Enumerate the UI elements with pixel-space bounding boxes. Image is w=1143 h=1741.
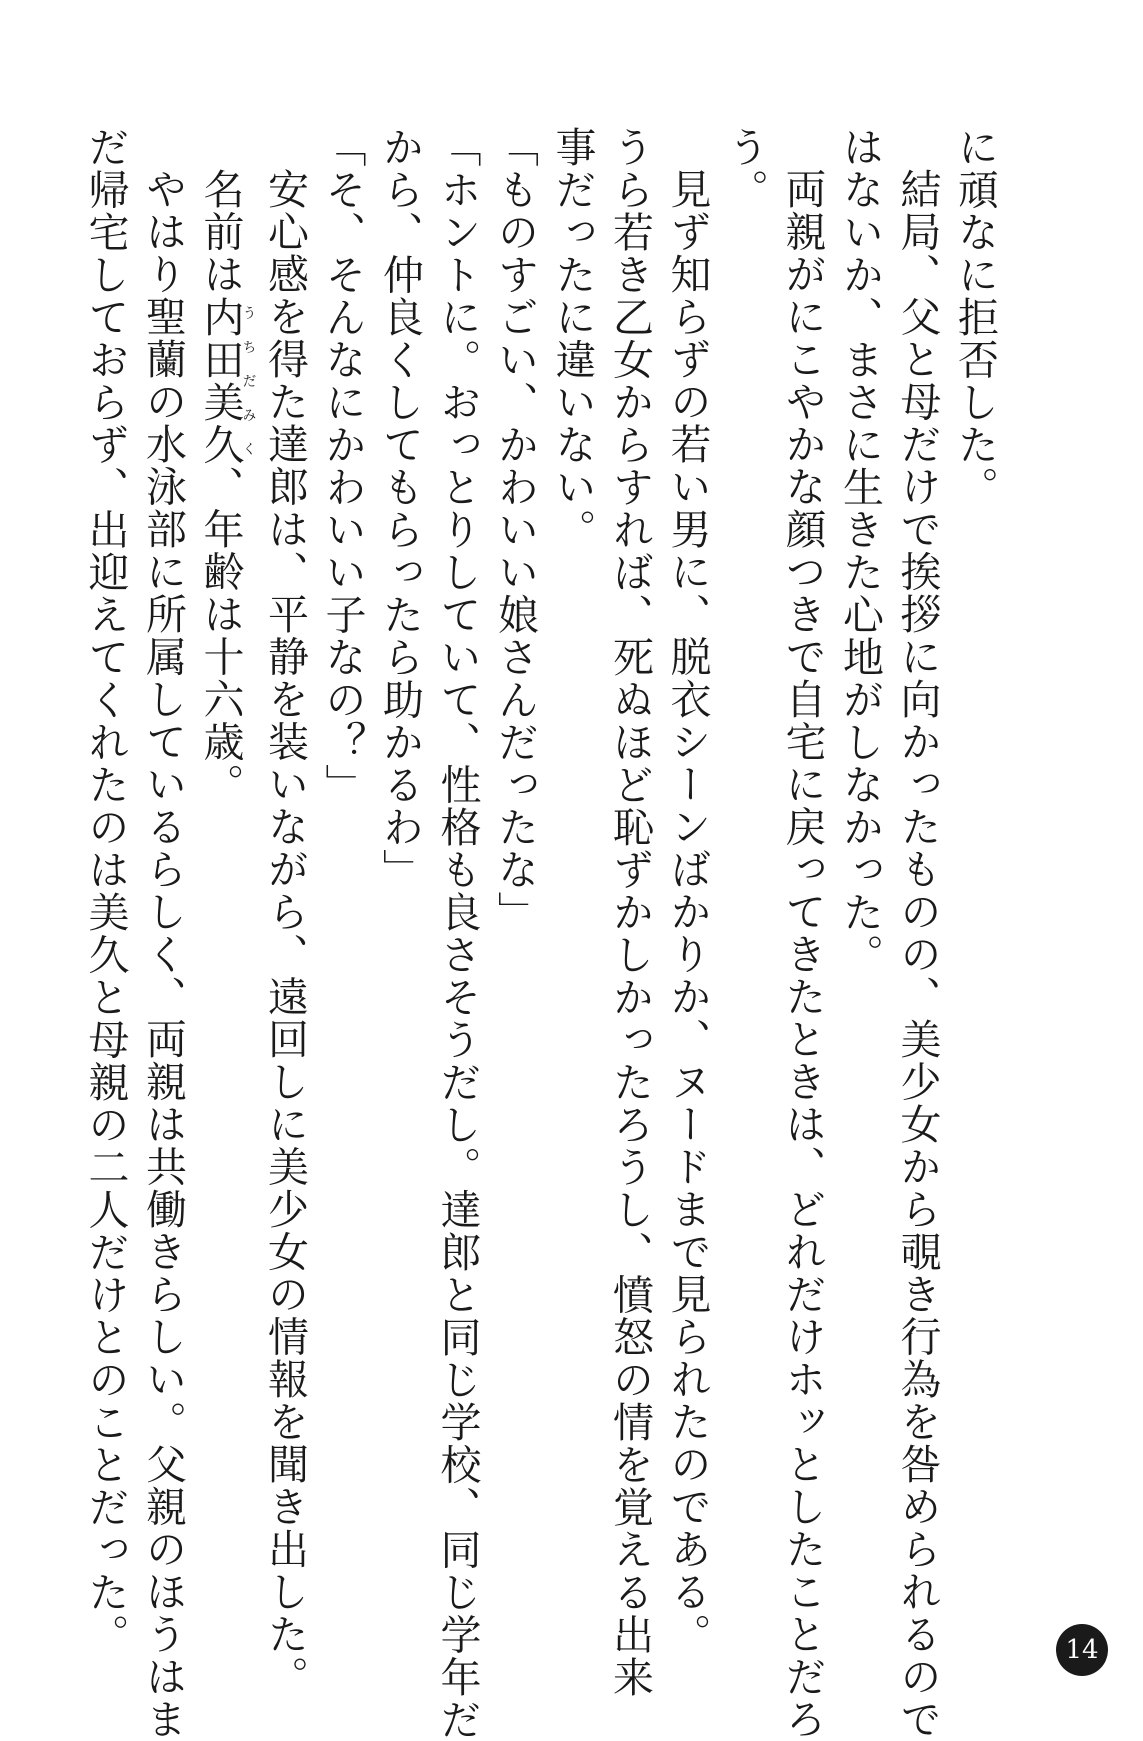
page-number-badge: 14 [1056, 1624, 1108, 1676]
ruby-reading: うちだみく [240, 295, 257, 466]
text-line: 安心感を得た達郎は、平静を装いながら、遠回しに美少女の情報を聞き出した。 [261, 168, 309, 1698]
text-line: 見ず知らずの若い男に、脱衣シーンばかりか、ヌードまで見られたのである。 [663, 168, 712, 1656]
text-line: うら若き乙女からすれば、死ぬほど恥ずかしかったろうし、憤怒の情を覚える出来 [606, 126, 654, 1699]
text-line: に頑なに拒否した。 [951, 126, 999, 509]
dialogue-line: 「そ、そんなにかわいい子なの？」 [318, 126, 367, 806]
dialogue-line: 「ものすごい、かわいい娘さんだったな」 [491, 126, 539, 934]
dialogue-line: から、仲良くしてもらったら助かるわ」 [376, 126, 424, 891]
vertical-text-body [81, 126, 1003, 1741]
dialogue-line: 「ホントに。おっとりしていて、性格も良さそうだし。達郎と同じ学校、同じ学年だ [433, 126, 482, 1741]
text-line: 事だったに違いない。 [548, 126, 597, 551]
text-line: 結局、父と母だけで挨拶に向かったものの、美少女から覗き行為を咎められるので [893, 168, 942, 1741]
name-ruby [196, 295, 257, 466]
text-segment: 、年齢は十六歳。 [196, 465, 245, 806]
text-line: う。 [721, 126, 769, 211]
text-line: やはり聖蘭の水泳部に所属しているらしく、両親は共働きらしい。父親のほうはま [139, 168, 187, 1741]
text-line: 両親がにこやかな顔つきで自宅に戻ってきたときは、どれだけホッとしたことだろ [778, 168, 827, 1741]
text-line: はないか、まさに生きた心地がしなかった。 [836, 126, 884, 976]
ruby-base: 内田美久 [196, 295, 245, 466]
text-line: だ帰宅しておらず、出迎えてくれたのは美久と母親の二人だけとのことだった。 [81, 126, 130, 1656]
text-segment: 名前は [196, 168, 245, 296]
text-line-with-ruby [191, 126, 256, 1556]
